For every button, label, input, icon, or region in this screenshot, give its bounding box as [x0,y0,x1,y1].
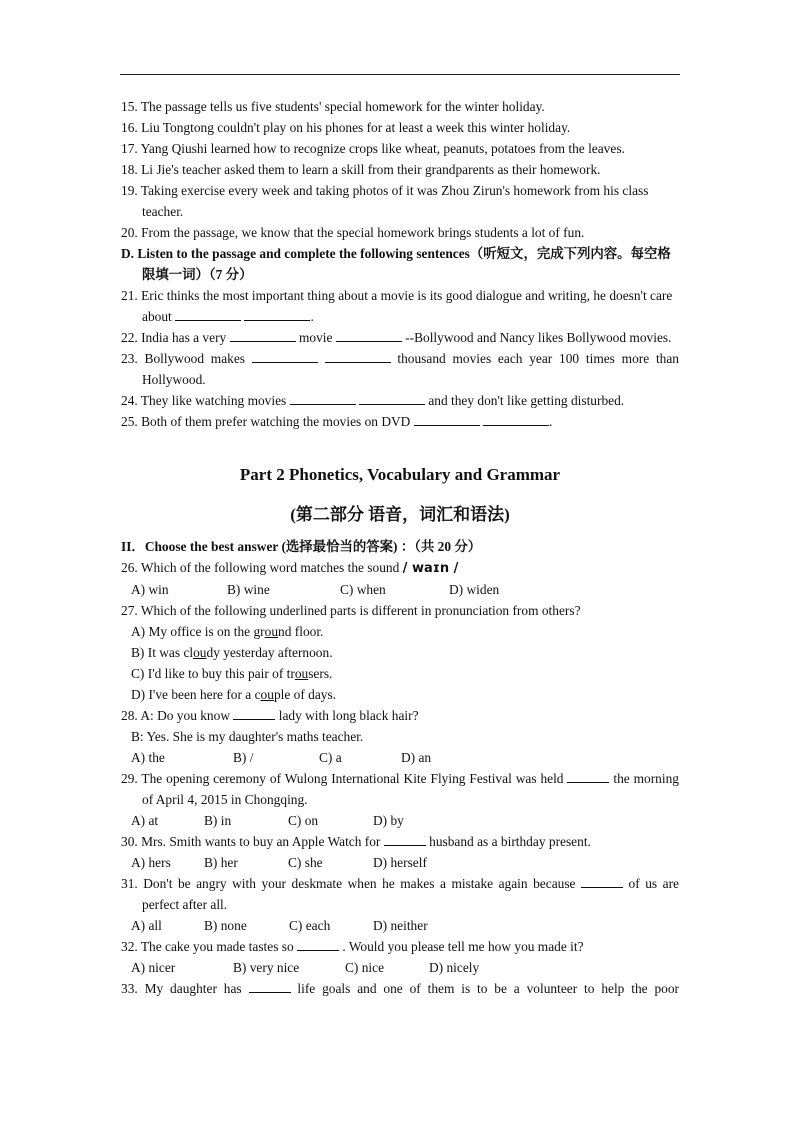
answer-blank [336,329,402,342]
option-b: B) none [204,918,247,933]
question-20: 20. From the passage, we know that the special homework brings students a lot of fun. [121,225,585,240]
q27-option-d [121,684,679,705]
question-22 [121,327,679,348]
question-27: 27. Which of the following underlined parts is different in pronunciation from others? [121,603,581,618]
answer-blank [325,350,391,363]
option-text: dy yesterday afternoon. [206,645,333,660]
answer-blank [384,833,426,846]
option-d: D) herself [373,855,427,870]
answer-blank [290,392,356,405]
q28-text-b: lady with long black hair? [278,708,419,723]
question-24 [121,390,679,411]
answer-blank [297,938,339,951]
header-rule [120,74,680,75]
section-ii-heading: II．Choose the best answer (选择最恰当的答案) ：（共 20 分） [121,539,482,554]
q26-stem: 26. Which of the following word matches the sound [121,560,400,575]
question-15: 15. The passage tells us five students' special homework for the winter holiday. [121,99,545,114]
option-text: D) I've been here for a c [131,687,261,702]
answer-blank [567,770,609,783]
q32-options [121,957,679,978]
q28-options [121,747,679,768]
option-a: A) the [131,750,165,765]
q28-reply: B: Yes. She is my daughter's maths teacher. [131,729,364,744]
q24-text-b: and they don't like getting disturbed. [428,393,625,408]
option-d: D) neither [373,918,428,933]
option-a: A) hers [131,855,171,870]
option-text: B) It was cl [131,645,194,660]
q22-text-b: movie [298,330,333,345]
q31-text-b: of us are perfect after all. [142,876,679,912]
underlined-part: ou [264,624,279,639]
answer-blank [249,980,291,993]
option-d: D) by [373,813,404,828]
option-text: sers. [308,666,333,681]
answer-blank [359,392,425,405]
q31-options [121,915,679,936]
question-17: 17. Yang Qiushi learned how to recognize crops like wheat, peanuts, potatoes from the leaves. [121,141,625,156]
option-a: A) nicer [131,960,176,975]
q25-text: 25. Both of them prefer watching the movies on DVD [121,414,411,429]
question-23 [121,348,679,390]
option-a: A) win [131,582,169,597]
q22-text-c: --Bollywood and Nancy likes Bollywood movies. [405,330,672,345]
q24-text-a: 24. They like watching movies [121,393,287,408]
answer-blank [230,329,296,342]
answer-blank [175,308,241,321]
q32-text-b: . Would you please tell me how you made it? [342,939,584,954]
question-30 [121,831,679,852]
question-33 [121,978,679,999]
question-19: 19. Taking exercise every week and taking photos of it was Zhou Zirun's homework from his class teacher. [121,183,649,219]
option-c: C) nice [345,960,385,975]
q27-option-a [121,621,679,642]
q30-options [121,852,679,873]
q22-text-a: 22. India has a very [121,330,227,345]
option-text: A) My office is on the gr [131,624,265,639]
option-b: B) her [204,855,238,870]
option-d: D) an [401,750,432,765]
option-d: D) nicely [429,960,480,975]
option-d: D) widen [449,582,500,597]
option-text: ple of days. [273,687,337,702]
answer-blank [233,707,275,720]
answer-blank [483,413,549,426]
option-c: C) each [289,918,331,933]
question-16: 16. Liu Tongtong couldn't play on his phones for at least a week this winter holiday. [121,120,571,135]
q31-text-a: 31. Don't be angry with your deskmate when he makes a mistake again because [121,876,576,891]
option-b: B) / [233,750,254,765]
q29-options [121,810,679,831]
q21-text: 21. Eric thinks the most important thing about a movie is its good dialogue and writing, he doesn't care about [121,288,673,324]
answer-blank [252,350,318,363]
underlined-part: ou [193,645,207,660]
q21-end: . [310,309,314,324]
question-31 [121,873,679,915]
option-b: B) in [204,813,232,828]
question-18: 18. Li Jie's teacher asked them to learn a skill from their grandparents as their homework. [121,162,601,177]
option-c: C) when [340,582,386,597]
answer-blank [581,875,623,888]
question-32 [121,936,679,957]
option-b: B) very nice [233,960,300,975]
q23-text-a: 23. Bollywood makes [121,351,246,366]
option-c: C) she [288,855,323,870]
question-21 [121,285,679,327]
page-content [121,96,679,999]
answer-blank [414,413,480,426]
question-29 [121,768,679,810]
option-a: A) all [131,918,162,933]
q33-text-a: 33. My daughter has [121,981,242,996]
q30-text-b: husband as a birthday present. [429,834,591,849]
q33-text-b: life goals and one of them is to be a volunteer to help the poor [297,981,679,996]
option-text: C) I'd like to buy this pair of tr [131,666,295,681]
option-c: C) a [319,750,342,765]
underlined-part: ou [294,666,309,681]
part2-title: Part 2 Phonetics, Vocabulary and Grammar [239,465,561,484]
q25-end: . [549,414,553,429]
section-d-heading: D. Listen to the passage and complete the following sentences（听短文，完成下列内容。每空格限填一词）（7 分） [121,246,671,282]
question-26 [121,557,679,579]
option-c: C) on [288,813,319,828]
question-25 [121,411,679,432]
q28-text-a: 28. A: Do you know [121,708,230,723]
q27-option-c [121,663,679,684]
option-a: A) at [131,813,159,828]
option-text: nd floor. [278,624,324,639]
answer-blank [244,308,310,321]
q30-text-a: 30. Mrs. Smith wants to buy an Apple Watch for [121,834,381,849]
q27-option-b [121,642,679,663]
q29-text-b: the morning of April 4, 2015 in Chongqing. [142,771,679,807]
part2-chinese-title: (第二部分 语音，词汇和语法) [290,505,510,524]
question-28 [121,705,679,726]
phonetic-symbol: / waɪn / [402,561,459,576]
q32-text-a: 32. The cake you made tastes so [121,939,294,954]
q26-options [121,579,679,600]
q29-text-a: 29. The opening ceremony of Wulong International Kite Flying Festival was held [121,771,564,786]
underlined-part: ou [260,687,274,702]
q23-text-b: thousand movies each year 100 times more than Hollywood. [142,351,680,387]
option-b: B) wine [227,582,270,597]
